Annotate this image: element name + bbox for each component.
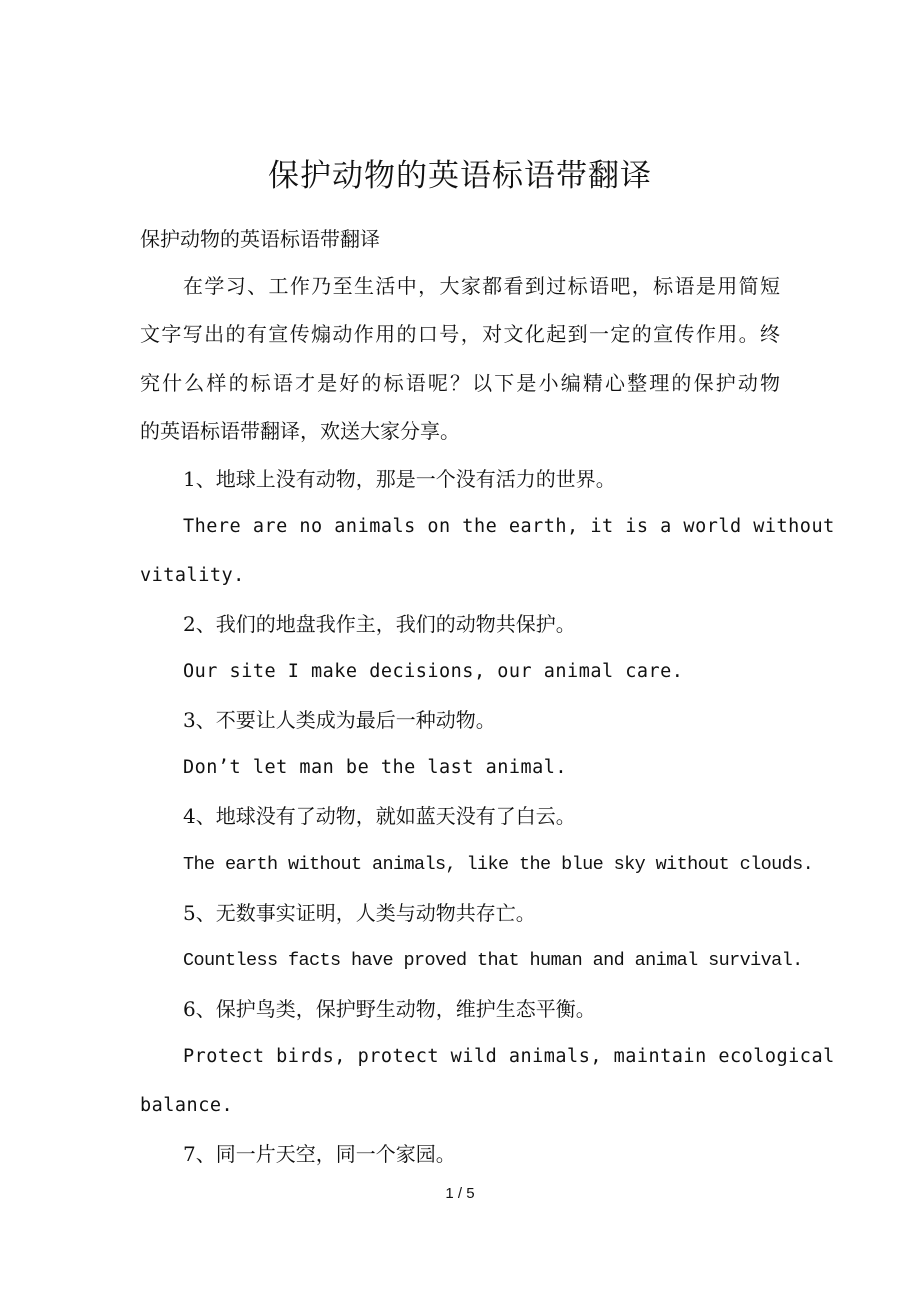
slogan-2-english: Our site I make decisions, our animal care. [183,661,684,682]
document-subtitle: 保护动物的英语标语带翻译 [140,227,380,251]
slogan-7-chinese: 7、同一片天空，同一个家园。 [183,1142,456,1166]
slogan-1-english-line-2: vitality. [140,565,245,586]
slogan-6-english-line-2: balance. [140,1095,234,1116]
document-title: 保护动物的英语标语带翻译 [268,158,652,194]
slogan-1-chinese: 1、地球上没有动物，那是一个没有活力的世界。 [183,467,616,491]
slogan-4-chinese: 4、地球没有了动物，就如蓝天没有了白云。 [183,804,576,828]
intro-line-3: 究什么样的标语才是好的标语呢？以下是小编精心整理的保护动物 [140,371,780,395]
slogan-5-english: Countless facts have proved that human and animal survival. [183,950,803,971]
intro-line-1: 在学习、工作乃至生活中，大家都看到过标语吧，标语是用简短 [183,274,780,298]
page-number: 1 / 5 [445,1185,475,1202]
slogan-5-chinese: 5、无数事实证明，人类与动物共存亡。 [183,901,536,925]
slogan-1-english-line-1: There are no animals on the earth, it is a world without [183,516,835,537]
intro-line-4: 的英语标语带翻译，欢送大家分享。 [140,419,460,443]
slogan-2-chinese: 2、我们的地盘我作主，我们的动物共保护。 [183,612,576,636]
slogan-6-english-line-1: Protect birds, protect wild animals, maintain ecological [183,1046,835,1067]
slogan-3-chinese: 3、不要让人类成为最后一种动物。 [183,708,496,732]
slogan-4-english: The earth without animals, like the blue sky without clouds. [183,854,814,875]
slogan-3-english: Don’t let man be the last animal. [183,757,568,778]
slogan-6-chinese: 6、保护鸟类，保护野生动物，维护生态平衡。 [183,997,596,1021]
intro-line-2: 文字写出的有宣传煽动作用的口号，对文化起到一定的宣传作用。终 [140,322,780,346]
